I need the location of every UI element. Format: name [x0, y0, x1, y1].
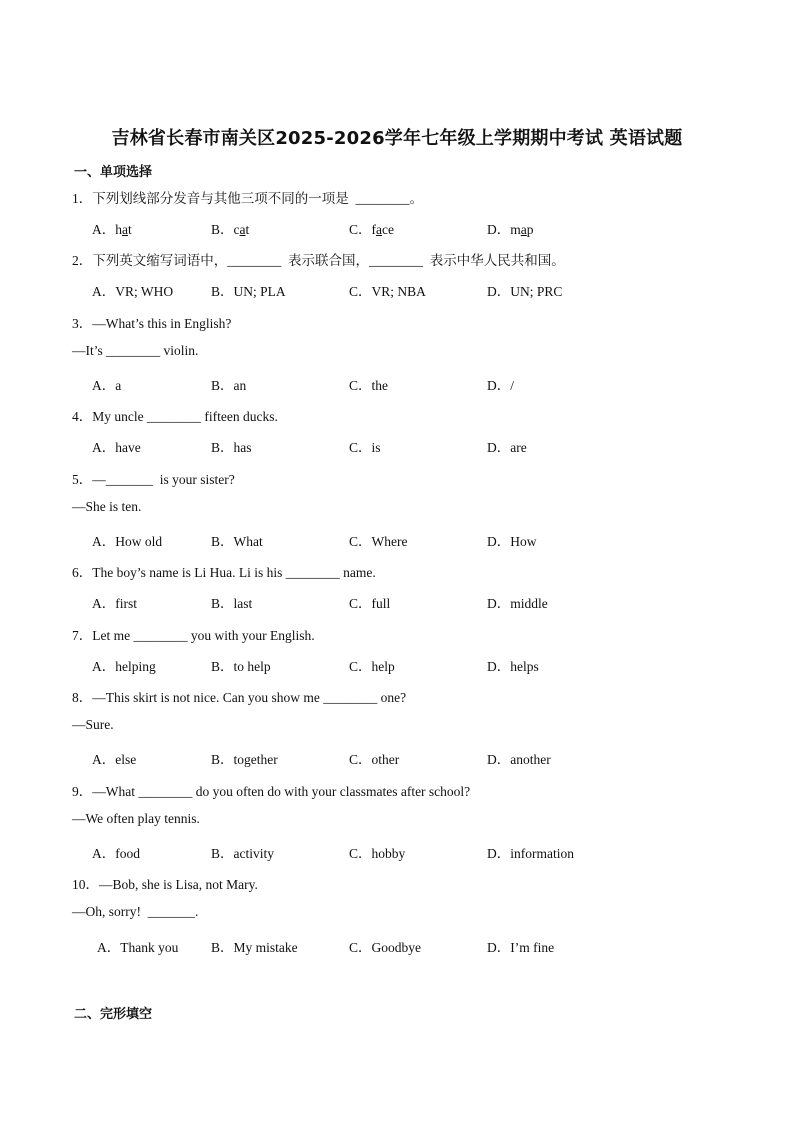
option-suffix: p — [526, 222, 534, 237]
question-4: 4．My uncle ________ fifteen ducks. — [72, 409, 278, 424]
option-b: B．activity — [211, 846, 274, 861]
option-prefix: B．c — [211, 222, 240, 237]
option-d: D．helps — [487, 659, 539, 674]
question-8-response: —Sure. — [72, 717, 114, 732]
option-d: D．are — [487, 440, 527, 455]
option-d: D．another — [487, 752, 551, 767]
section-heading-cloze: 二、完形填空 — [74, 1007, 153, 1022]
option-b: B．What — [211, 534, 263, 549]
option-d — [487, 218, 534, 238]
option-b: B．to help — [211, 659, 271, 674]
options-q9 — [92, 842, 712, 860]
question-5-response: —She is ten. — [72, 499, 142, 514]
option-d: D．information — [487, 846, 574, 861]
option-a: A．Thank you — [97, 940, 179, 955]
option-prefix: D．m — [487, 222, 521, 237]
option-a: A．VR; WHO — [92, 284, 174, 299]
option-c: C．Where — [349, 534, 408, 549]
option-b: B．UN; PLA — [211, 284, 286, 299]
question-5: 5．—_______ is your sister? — [72, 472, 235, 487]
question-3-response: —It’s ________ violin. — [72, 343, 199, 358]
options-q7 — [92, 655, 712, 673]
underlined-letter: a — [376, 222, 382, 237]
options-q8 — [92, 748, 712, 766]
option-a — [92, 218, 132, 238]
option-a: A．have — [92, 440, 141, 455]
options-q6 — [92, 592, 712, 610]
page-title: 吉林省长春市南关区2025-2026学年七年级上学期期中考试 英语试题 — [111, 128, 683, 149]
question-10-response: —Oh, sorry! _______. — [72, 904, 199, 919]
options-q1 — [92, 218, 712, 236]
option-d: D．/ — [487, 378, 514, 393]
option-suffix: ce — [382, 222, 394, 237]
underlined-letter: a — [520, 222, 527, 237]
option-c: C．hobby — [349, 846, 406, 861]
option-b: B．has — [211, 440, 252, 455]
question-10: 10．—Bob, she is Lisa, not Mary. — [72, 877, 258, 892]
options-q4 — [92, 436, 712, 454]
question-2: 2．下列英文缩写词语中，________ 表示联合国，________ 表示中华人民共和国。 — [72, 253, 565, 268]
section-heading-multiple-choice: 一、单项选择 — [74, 165, 153, 180]
option-a: A．helping — [92, 659, 156, 674]
question-9-response: —We often play tennis. — [72, 811, 200, 826]
option-d: D．middle — [487, 596, 548, 611]
option-suffix: t — [128, 222, 132, 237]
options-q2 — [92, 280, 712, 298]
option-d: D．I’m fine — [487, 940, 555, 955]
option-c — [349, 218, 394, 238]
option-d: D．UN; PRC — [487, 284, 563, 299]
question-7: 7．Let me ________ you with your English. — [72, 628, 315, 643]
option-c: C．the — [349, 378, 388, 393]
option-a: A．else — [92, 752, 137, 767]
question-9: 9．—What ________ do you often do with your classmates after school? — [72, 784, 471, 799]
question-8: 8．—This skirt is not nice. Can you show me ________ one? — [72, 690, 407, 705]
option-c: C．help — [349, 659, 395, 674]
option-c: C．VR; NBA — [349, 284, 426, 299]
option-a: A．first — [92, 596, 137, 611]
option-a: A．a — [92, 378, 122, 393]
option-b — [211, 218, 249, 238]
underlined-letter: a — [122, 222, 128, 237]
option-b: B．together — [211, 752, 278, 767]
question-1: 1．下列划线部分发音与其他三项不同的一项是 ________。 — [72, 191, 423, 206]
option-suffix: t — [245, 222, 250, 237]
option-c: C．Goodbye — [349, 940, 421, 955]
option-prefix: A．h — [92, 222, 122, 237]
question-6: 6．The boy’s name is Li Hua. Li is his ________ name. — [72, 565, 376, 580]
option-a: A．food — [92, 846, 140, 861]
option-prefix: C．f — [349, 222, 376, 237]
underlined-letter: a — [239, 222, 246, 237]
options-q3 — [92, 374, 712, 392]
option-c: C．is — [349, 440, 381, 455]
option-b: B．an — [211, 378, 247, 393]
option-b: B．My mistake — [211, 940, 298, 955]
options-q10 — [92, 936, 712, 954]
options-q5 — [92, 530, 712, 548]
option-b: B．last — [211, 596, 253, 611]
option-d: D．How — [487, 534, 537, 549]
option-c: C．other — [349, 752, 400, 767]
option-c: C．full — [349, 596, 391, 611]
question-3: 3．—What’s this in English? — [72, 316, 232, 331]
option-a: A．How old — [92, 534, 163, 549]
